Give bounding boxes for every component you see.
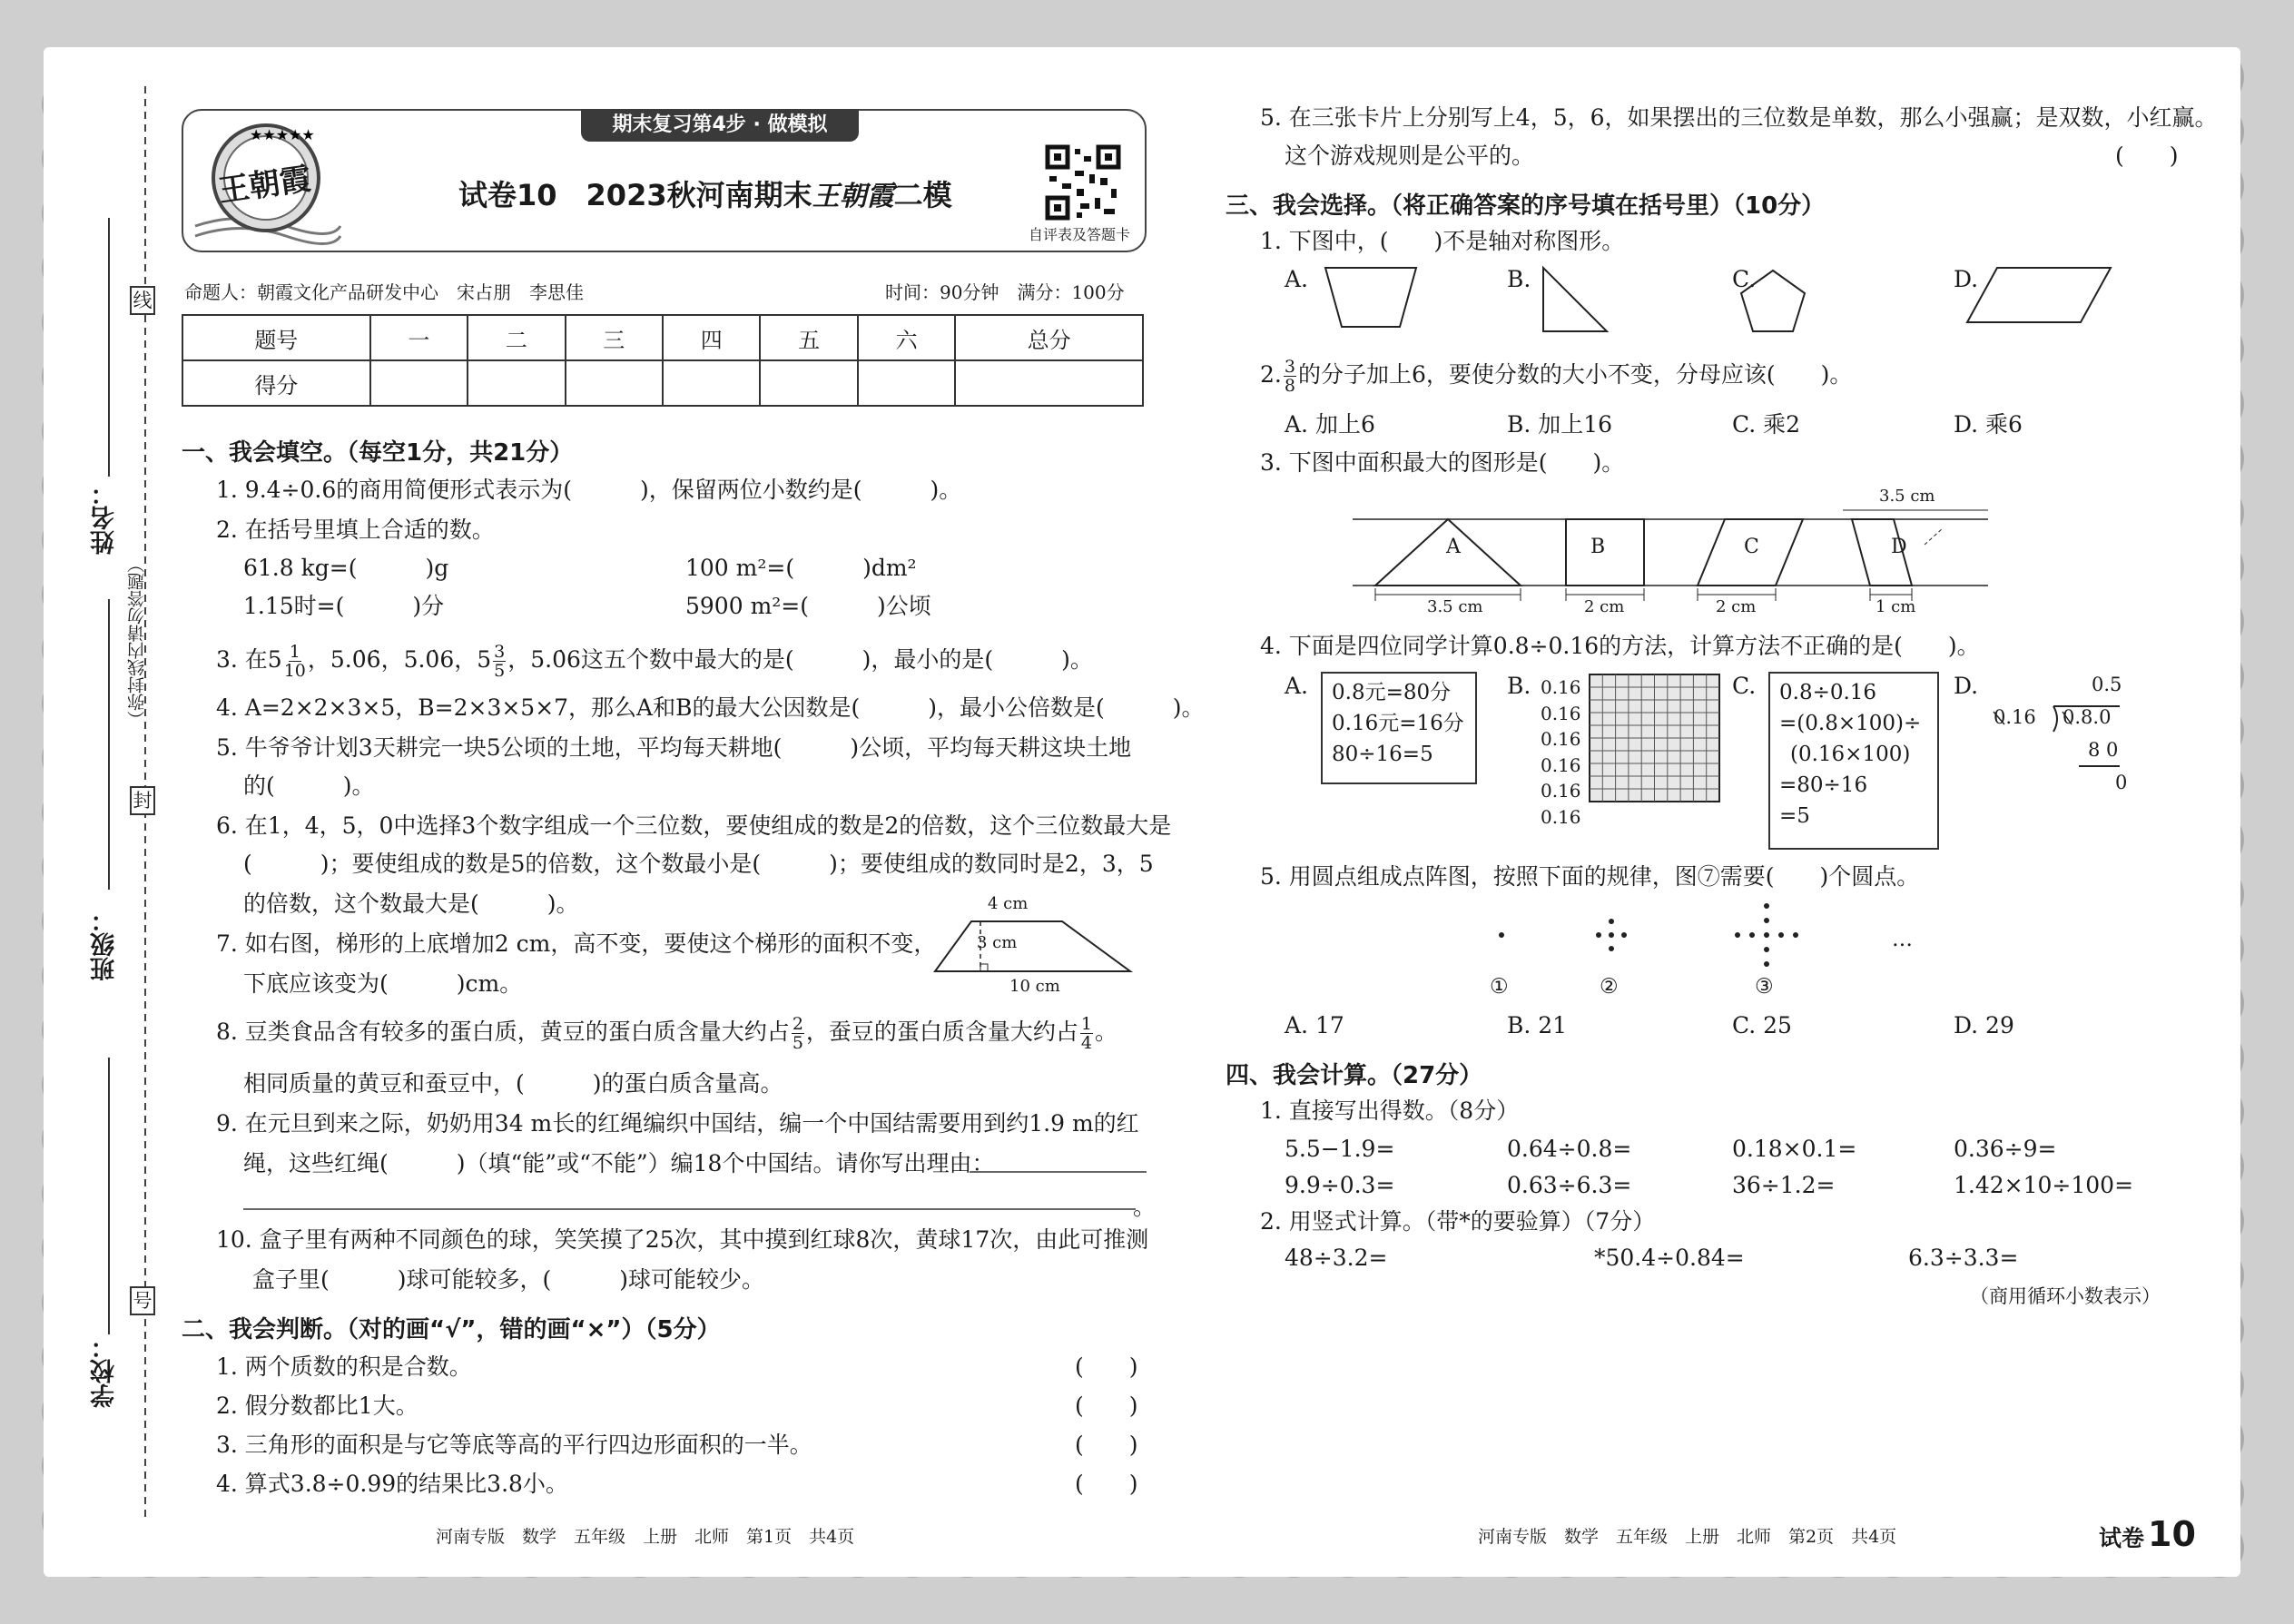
- area-label-c: C: [1744, 536, 1759, 558]
- authors: 命题人：朝霞文化产品研发中心 宋占朋 李思佳: [184, 281, 584, 303]
- s3-q2-opt-d: D. 乘6: [1954, 411, 2023, 438]
- area-label-b: B: [1590, 536, 1606, 558]
- gutter-name[interactable]: 姓名：: [91, 481, 119, 555]
- paper-title: 试卷10 2023秋河南期末王朝霞二模: [458, 178, 952, 212]
- gutter-feng: 封: [130, 786, 155, 815]
- dot: [1499, 932, 1504, 938]
- score-row-label: 得分: [182, 360, 370, 406]
- s3-q5-opt-b: B. 21: [1507, 1012, 1568, 1038]
- s1-q6c: 的倍数，这个数最大是( )。: [243, 891, 579, 917]
- s2-item-3: 3. 三角形的面积是与它等底等高的平行四边形面积的一半。: [216, 1432, 812, 1458]
- dot: [1764, 947, 1769, 952]
- method-a-line: 0.8元=80分: [1332, 681, 1452, 704]
- method-c-line: =5: [1779, 804, 1810, 828]
- s3-q5: 5. 用圆点组成点阵图，按照下面的规律，图⑦需要( )个圆点。: [1260, 863, 1920, 890]
- s3-q5-opt-a: A. 17: [1285, 1012, 1344, 1038]
- s2-item-4: 4. 算式3.8÷0.99的结果比3.8小。: [216, 1471, 568, 1497]
- reason-lines: [243, 1171, 1147, 1212]
- s1-q6a: 6. 在1，4，5，0中选择3个数字组成一个三位数，要使组成的数是2的倍数，这个三位数最大是: [216, 812, 1172, 839]
- dot: [1764, 961, 1769, 967]
- logo-text: 王朝霞: [216, 161, 313, 210]
- s1-q8d: 相同质量的黄豆和蚕豆中，( )的蛋白质含量高。: [243, 1070, 783, 1097]
- area-label-d: D: [1891, 536, 1907, 558]
- s1-q9c: 。: [1133, 1194, 1157, 1220]
- s3-q5-opt-d: D. 29: [1954, 1012, 2014, 1038]
- dot: [1764, 903, 1769, 909]
- dot: [1621, 932, 1627, 938]
- p2-q5a: 5. 在三张卡片上分别写上4，5，6，如果摆出的三位数是单数，那么小强赢；是双数，小红赢。: [1260, 104, 2218, 131]
- s1-q5b: 的( )。: [243, 773, 375, 799]
- dot: [1749, 932, 1755, 938]
- dot: [1793, 932, 1798, 938]
- qr-code-icon[interactable]: [1044, 143, 1122, 221]
- s1-q9a: 9. 在元旦到来之际，奶奶用34 m长的红绳编织中国结，编一个中国结需要用到约1.9 m的红: [216, 1110, 1139, 1137]
- gutter-school[interactable]: 学校：: [91, 1334, 119, 1408]
- calc-item: 0.64÷0.8=: [1507, 1136, 1632, 1162]
- method-a-box: [1321, 672, 1477, 784]
- calc-item: 0.18×0.1=: [1732, 1136, 1857, 1162]
- s3-q1-opt-b: B.: [1507, 266, 1531, 292]
- score-header: 二: [468, 315, 565, 360]
- score-cell[interactable]: [955, 360, 1143, 406]
- div-dividend: 0.8.0: [2063, 706, 2112, 728]
- score-header: 一: [370, 315, 468, 360]
- s3-q2-opt-a: A. 加上6: [1285, 411, 1375, 438]
- s1-q2: 2. 在括号里填上合适的数。: [216, 517, 495, 543]
- s1-q6b: ( )；要使组成的数是5的倍数，这个数最小是( )；要使组成的数同时是2，3，5: [243, 851, 1154, 877]
- method-a-line: 0.16元=16分: [1332, 712, 1464, 735]
- s1-q2a: 61.8 kg=( )g: [243, 555, 449, 581]
- banner: 期末复习第4步 · 做模拟: [581, 109, 859, 142]
- s1-q9b: 绳，这些红绳( )（填“能”或“不能”）编18个中国结。请你写出理由：: [243, 1150, 995, 1176]
- score-header: 总分: [955, 315, 1143, 360]
- dim-a: 3.5 cm: [1427, 597, 1483, 616]
- p2-q5b: 这个游戏规则是公平的。: [1285, 143, 1535, 169]
- hundred-grid: [1589, 674, 1725, 805]
- score-cell[interactable]: [468, 360, 565, 406]
- pattern-label-1: ①: [1490, 975, 1509, 999]
- grid-label: 0.16: [1541, 780, 1581, 802]
- s3-q5-opt-c: C. 25: [1732, 1012, 1792, 1038]
- s2-item-1: 1. 两个质数的积是合数。: [216, 1353, 472, 1380]
- score-cell[interactable]: [370, 360, 468, 406]
- pattern-label-2: ②: [1600, 975, 1619, 999]
- method-a-line: 80÷16=5: [1332, 743, 1433, 766]
- trap-bottom-label: 10 cm: [1009, 977, 1060, 996]
- section3-title: 三、我会选择。（将正确答案的序号填在括号里）（10分）: [1226, 192, 1826, 220]
- s1-q5a: 5. 牛爷爷计划3天耕完一块5公顷的土地，平均每天耕地( )公顷，平均每天耕这块土地: [216, 734, 1132, 761]
- s1-q2d: 5900 m²=( )公顷: [685, 593, 931, 619]
- s1-q10a: 10. 盒子里有两种不同颜色的球，笑笑摸了25次，其中摸到红球8次，黄球17次，由此可推测: [216, 1226, 1149, 1253]
- s3-q1-opt-a: A.: [1285, 266, 1309, 292]
- answer-paren[interactable]: ( ): [1075, 1471, 1138, 1497]
- s3-q4: 4. 下面是四位同学计算0.8÷0.16的方法，计算方法不正确的是( )。: [1260, 633, 1980, 659]
- s1-q1: 1. 9.4÷0.6的商用简便形式表示为( )，保留两位小数约是( )。: [216, 477, 962, 503]
- method-c-line: 0.8÷0.16: [1779, 681, 1877, 704]
- answer-paren[interactable]: ( ): [1075, 1353, 1138, 1380]
- gutter-class[interactable]: 班级：: [91, 908, 119, 981]
- calc-item: 0.36÷9=: [1954, 1136, 2057, 1162]
- dim-b: 2 cm: [1584, 597, 1625, 616]
- div-divisor: 0.16: [1994, 706, 2036, 728]
- s1-q3: 3. 在5 $\frac{1}{10}$ ，5.0̇6̇，5.0̇6，5 $\frac{3}{5}$ ，5.0̇6这五个数中最大的是( )，最小的是( )。: [216, 642, 1093, 681]
- s3-q1: 1. 下图中，( )不是轴对称图形。: [1260, 228, 1625, 254]
- score-cell[interactable]: [663, 360, 760, 406]
- footer-right: 河南专版 数学 五年级 上册 北师 第2页 共4页: [1478, 1527, 1897, 1547]
- calc-item: 9.9÷0.3=: [1285, 1172, 1395, 1198]
- s3-q4-opt-c: C.: [1732, 673, 1757, 699]
- s3-q2: 2. $\frac{3}{8}$ 的分子加上6，要使分数的大小不变，分母应该( )。: [1260, 357, 1853, 396]
- score-table: [182, 314, 1144, 407]
- s3-q1-opt-d: D.: [1954, 266, 1979, 292]
- vertical-calc-3: 6.3÷3.3=: [1908, 1245, 2019, 1271]
- section1-title: 一、我会填空。（每空1分，共21分）: [182, 439, 574, 467]
- gutter-write-lines: [104, 218, 113, 1425]
- vertical-calc-1: 48÷3.2=: [1285, 1245, 1388, 1271]
- dot: [1778, 932, 1784, 938]
- grid-label: 0.16: [1541, 676, 1581, 698]
- s2-item-2: 2. 假分数都比1大。: [216, 1393, 418, 1419]
- section4-title: 四、我会计算。（27分）: [1226, 1062, 1483, 1089]
- shapes-figure: [1316, 263, 2224, 345]
- s3-q2-opt-b: B. 加上16: [1507, 411, 1613, 438]
- s3-q4-opt-a: A.: [1285, 673, 1309, 699]
- trap-top-label: 4 cm: [988, 894, 1029, 913]
- s3-q4-opt-d: D.: [1954, 673, 1979, 699]
- answer-paren[interactable]: ( ): [2115, 143, 2179, 169]
- score-header: 三: [566, 315, 663, 360]
- section2-title: 二、我会判断。（对的画“√”，错的画“×”）（5分）: [182, 1316, 721, 1343]
- s3-q3: 3. 下图中面积最大的图形是( )。: [1260, 449, 1625, 476]
- div-product: 8 0: [2088, 739, 2119, 761]
- s1-q2c: 1.15时=( )分: [243, 593, 445, 619]
- dim-top: 3.5 cm: [1879, 487, 1935, 506]
- dot: [1735, 932, 1740, 938]
- grid-label: 0.16: [1541, 805, 1581, 828]
- trap-height-label: 3 cm: [977, 933, 1018, 952]
- svg-text:★★★★★: ★★★★★: [250, 126, 315, 143]
- dim-d: 1 cm: [1876, 597, 1916, 616]
- s1-q7b: 下底应该变为( )cm。: [243, 970, 523, 997]
- score-header: 五: [760, 315, 857, 360]
- dot: [1596, 932, 1601, 938]
- recurring-note: （商用循环小数表示）: [1970, 1285, 2161, 1307]
- div-remainder: 0: [2115, 772, 2128, 793]
- calc-item: 5.5−1.9=: [1285, 1136, 1395, 1162]
- s3-q2-opt-c: C. 乘2: [1732, 411, 1801, 438]
- gutter-hao: 号: [130, 1286, 155, 1315]
- score-header: 题号: [182, 315, 370, 360]
- answer-paren[interactable]: ( ): [1075, 1393, 1138, 1419]
- dot: [1764, 918, 1769, 923]
- score-header: 四: [663, 315, 760, 360]
- dot: [1609, 946, 1614, 951]
- score-cell[interactable]: [858, 360, 955, 406]
- s3-q4-opt-b: B.: [1507, 673, 1531, 699]
- dot: [1764, 932, 1769, 938]
- dim-c: 2 cm: [1716, 597, 1757, 616]
- pattern-label-3: ③: [1755, 975, 1774, 999]
- grid-labels: [1541, 674, 1581, 830]
- grid-label: 0.16: [1541, 728, 1581, 750]
- s4-q2: 2. 用竖式计算。（带*的要验算）（7分）: [1260, 1208, 1656, 1235]
- method-c-box: [1768, 672, 1939, 850]
- footer-paper-label: 试卷 10: [2099, 1514, 2196, 1554]
- gutter-warning: （弥封线内请勿答题）: [127, 556, 147, 728]
- s1-q2b: 100 m²=( )dm²: [685, 555, 917, 581]
- gutter-xian: 线: [130, 286, 155, 315]
- vertical-calc-2: *50.4÷0.84=: [1594, 1245, 1745, 1271]
- score-header: 六: [858, 315, 955, 360]
- score-cell[interactable]: [760, 360, 857, 406]
- method-c-line: =80÷16: [1779, 773, 1868, 797]
- method-c-line: (0.16×100): [1790, 743, 1911, 766]
- footer-left: 河南专版 数学 五年级 上册 北师 第1页 共4页: [436, 1527, 855, 1547]
- dot: [1609, 919, 1614, 924]
- dot: [1609, 932, 1614, 938]
- grid-label: 0.16: [1541, 753, 1581, 776]
- area-label-a: A: [1446, 536, 1461, 558]
- time-score: 时间：90分钟 满分：100分: [885, 281, 1125, 303]
- s1-q7a: 7. 如右图，梯形的上底增加2 cm，高不变，要使这个梯形的面积不变，: [216, 930, 937, 957]
- s4-q1: 1. 直接写出得数。（8分）: [1260, 1097, 1520, 1124]
- method-c-line: =(0.8×100)÷: [1779, 712, 1922, 735]
- calc-item: 1.42×10÷100=: [1954, 1172, 2134, 1198]
- s1-q8: 8. 豆类食品含有较多的蛋白质，黄豆的蛋白质含量大约占 $\frac{2}{5}$ ，蚕豆的蛋白质含量大约占 $\frac{1}{4}$ 。: [216, 1014, 1118, 1053]
- grid-label: 0.16: [1541, 702, 1581, 724]
- div-quotient: 0.5: [2092, 674, 2122, 695]
- qr-caption: 自评表及答题卡: [1029, 226, 1131, 243]
- s1-q10b: 盒子里( )球可能较多，( )球可能较少。: [252, 1266, 765, 1293]
- calc-item: 0.63÷6.3=: [1507, 1172, 1632, 1198]
- s1-q4: 4. A=2×2×3×5，B=2×3×5×7，那么A和B的最大公因数是( )，最小公倍数是( )。: [216, 694, 1205, 721]
- answer-paren[interactable]: ( ): [1075, 1432, 1138, 1458]
- s3-q1-opt-c: C.: [1732, 266, 1757, 292]
- score-cell[interactable]: [566, 360, 663, 406]
- calc-item: 36÷1.2=: [1732, 1172, 1836, 1198]
- pattern-ellipsis: …: [1892, 928, 1913, 951]
